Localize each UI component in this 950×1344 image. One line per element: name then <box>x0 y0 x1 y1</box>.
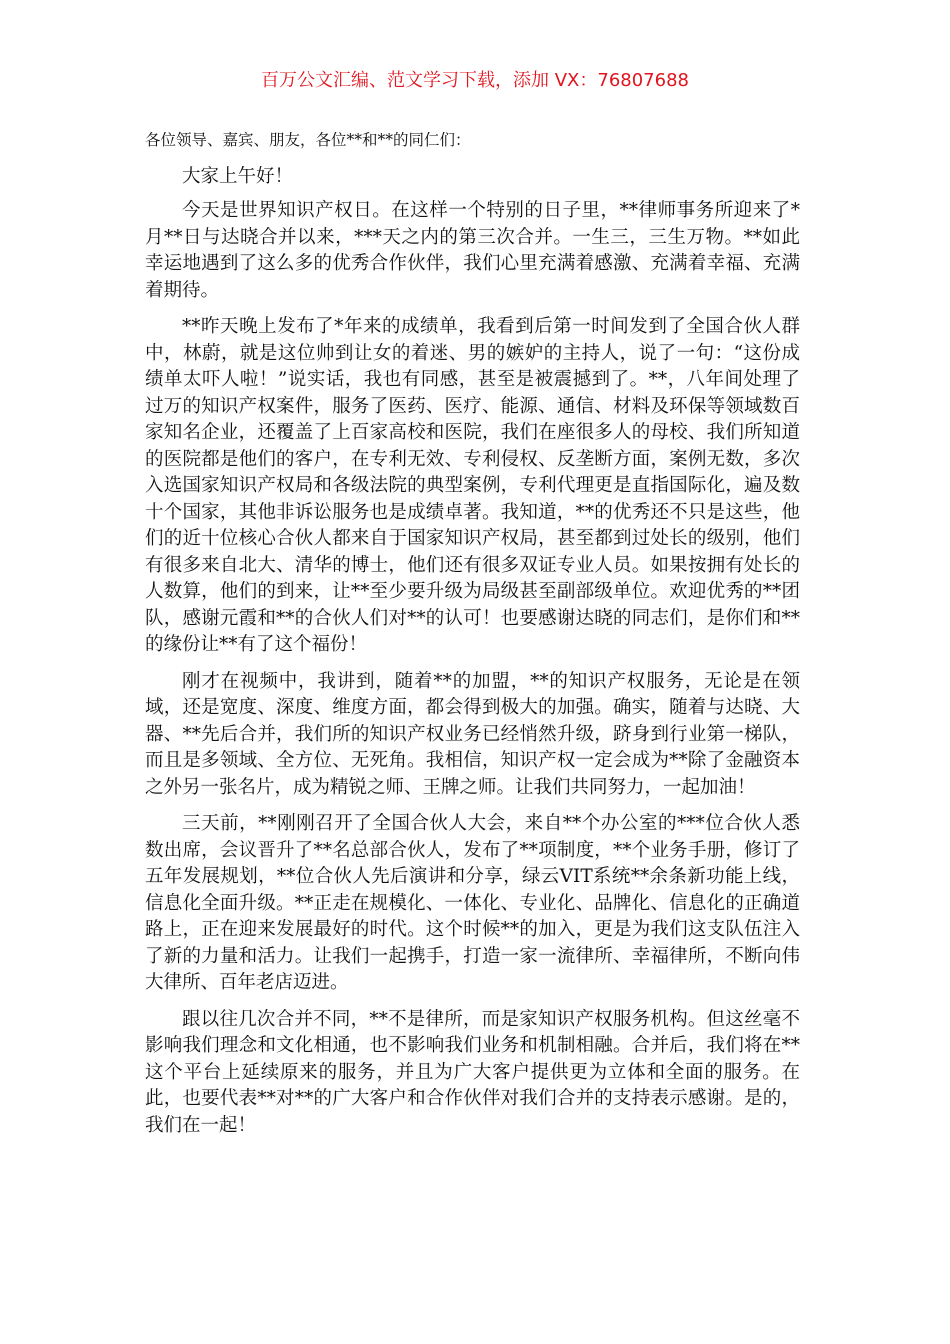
speech-body <box>145 127 800 1149</box>
paragraph-3: 刚才在视频中，我讲到，随着**的加盟，**的知识产权服务，无论是在领域，还是宽度、深度、维度方面，都会得到极大的加强。确实，随着与达晓、大器、**先后合并，我们所的知识产权业务已经悄然升级，跻身到行业第一梯队，而且是多领域、全方位、无死角。我相信，知识产权一定会成为**除了金融资本之外另一张名片，成为精锐之师、王牌之师。让我们共同努力，一起加油！ <box>145 670 800 798</box>
paragraph-5: 跟以往几次合并不同，**不是律所，而是家知识产权服务机构。但这丝毫不影响我们理念和文化相通，也不影响我们业务和机制相融。合并后，我们将在**这个平台上延续原来的服务，并且为广大客户提供更为立体和全面的服务。在此，也要代表**对**的广大客户和合作伙伴对我们合并的支持表示感谢。是的，我们在一起！ <box>145 1008 800 1136</box>
greeting: 大家上午好！ <box>182 165 294 187</box>
paragraph-2: **昨天晚上发布了*年来的成绩单，我看到后第一时间发到了全国合伙人群中，林蔚，就是这位帅到让女的着迷、男的嫉妒的主持人，说了一句：“这份成绩单太吓人啦！”说实话，我也有同感，甚至是被震撼到了。**，八年间处理了过万的知识产权案件，服务了医药、医疗、能源、通信、材料及环保等领域数百家知名企业，还覆盖了上百家高校和医院，我们在座很多人的母校、我们所知道的医院都是他们的客户，在专利无效、专利侵权、反垄断方面，案例无数，多次入选国家知识产权局和各级法院的典型案例，专利代理更是直指国际化，遍及数十个国家，其他非诉讼服务也是成绩卓著。我知道，**的优秀还不只是这些，他们的近十位核心合伙人都来自于国家知识产权局，甚至都到过处长的级别，他们有很多来自北大、清华的博士，他们还有很多双证专业人员。如果按拥有处长的人数算，他们的到来，让**至少要升级为局级甚至副部级单位。欢迎优秀的**团队，感谢元霞和**的合伙人们对**的认可！也要感谢达晓的同志们，是你们和**的缘份让**有了这个福份！ <box>145 316 800 655</box>
paragraph-4: 三天前，**刚刚召开了全国合伙人大会，来自**个办公室的***位合伙人悉数出席，会议晋升了**名总部合伙人，发布了**项制度，**个业务手册，修订了五年发展规划，**位合伙人先后演讲和分享，绿云VIT系统**余条新功能上线，信息化全面升级。**正走在规模化、一体化、专业化、品牌化、信息化的正确道路上，正在迎来发展最好的时代。这个时候**的加入，更是为我们这支队伍注入了新的力量和活力。让我们一起携手，打造一家一流律所、幸福律所，不断向伟大律所、百年老店迈进。 <box>145 813 800 993</box>
header-banner: 百万公文汇编、范文学习下载，添加 VX：76807688 <box>261 70 689 91</box>
paragraph-1: 今天是世界知识产权日。在这样一个特别的日子里，**律师事务所迎来了*月**日与达晓合并以来，***天之内的第三次合并。一生三，三生万物。**如此幸运地遇到了这么多的优秀合作伙伴，我们心里充满着感激、充满着幸福、充满着期待。 <box>145 200 800 301</box>
salutation: 各位领导、嘉宾、朋友，各位**和**的同仁们： <box>145 131 471 149</box>
